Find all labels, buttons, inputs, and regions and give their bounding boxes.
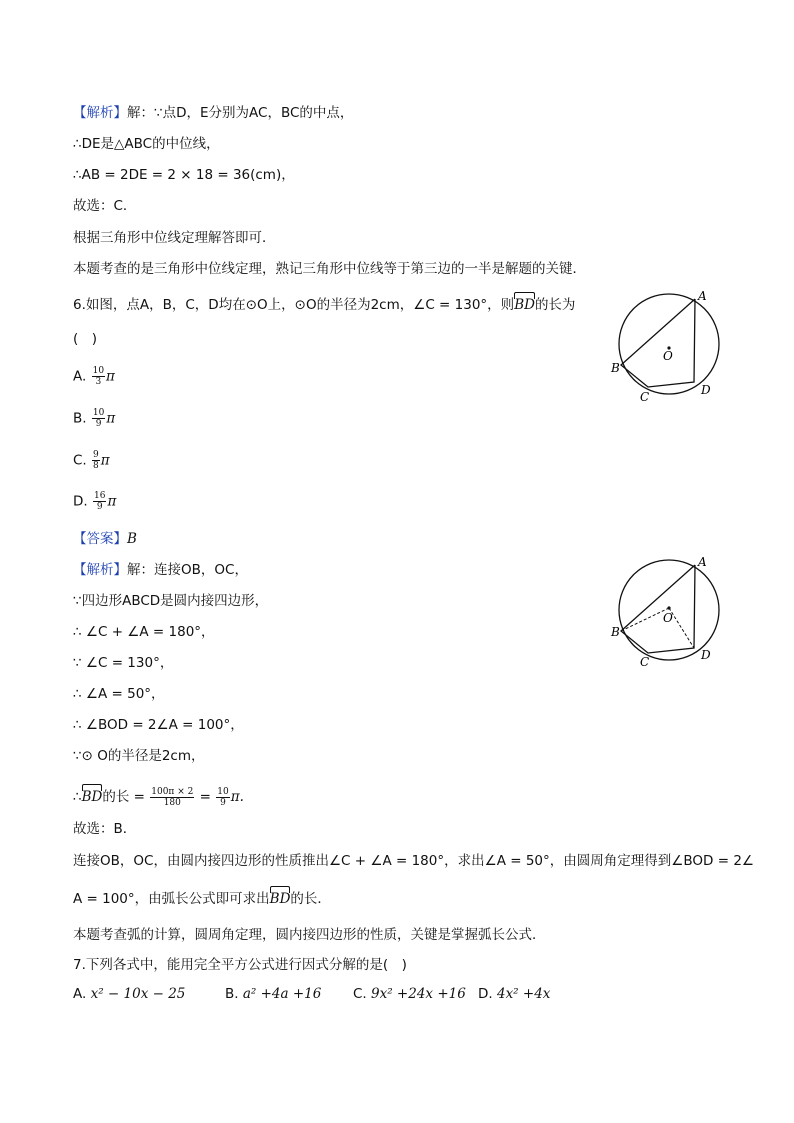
option-letter: B. <box>73 410 87 427</box>
circle-figure-solution <box>605 550 735 670</box>
prev-analysis-line-5: 根据三角形中位线定理解答即可． <box>73 230 276 246</box>
label-o: O <box>663 349 673 363</box>
label-o: O <box>663 611 673 625</box>
q6-analysis-line-3: ∴ ∠C + ∠A = 180°， <box>73 624 215 640</box>
label-a: A <box>698 555 707 569</box>
option-expression: x² − 10x − 25 <box>90 986 186 1002</box>
prev-analysis-line-3: ∴AB = 2DE = 2 × 18 = 36(cm)， <box>73 167 295 183</box>
option-fraction <box>93 491 106 512</box>
quadrilateral-abcd <box>621 565 695 653</box>
q6-stem-text: 6.如图，点A，B，C，D均在⊙O上，⊙O的半径为2cm，∠C = 130°，则 <box>73 297 515 313</box>
fraction-numerator: 10 <box>217 786 229 797</box>
fraction-denominator: 9 <box>220 797 226 808</box>
label-b: B <box>611 361 620 375</box>
fraction-numerator: 10 <box>92 366 105 376</box>
pi-symbol: π. <box>230 789 244 805</box>
label-d: D <box>701 383 711 397</box>
fraction-numerator: 10 <box>92 408 105 418</box>
fraction-denominator: 180 <box>163 797 181 808</box>
fraction-denominator: 8 <box>93 461 99 471</box>
analysis-tag: 【解析】 <box>73 562 127 578</box>
option-letter: A. <box>73 986 87 1002</box>
pi-symbol: π <box>106 410 116 427</box>
q6-analysis-line-4: ∵ ∠C = 130°， <box>73 655 174 671</box>
q7-option-c <box>353 986 466 1002</box>
label-c: C <box>640 655 650 669</box>
q6-analysis-line-1 <box>73 561 248 579</box>
option-fraction <box>92 450 100 471</box>
q6-stem-tail: 的长为 <box>534 297 576 313</box>
option-letter: D. <box>73 493 88 510</box>
arc-length-text: 的长 = <box>102 789 145 805</box>
prev-analysis-line-4: 故选：C． <box>73 198 137 214</box>
q6-analysis-line-8 <box>73 784 244 808</box>
answer-value: B <box>127 531 137 547</box>
q6-analysis-line-2: ∵四边形ABCD是圆内接四边形， <box>73 593 269 609</box>
fraction-denominator: 3 <box>95 377 102 387</box>
q6-option-c <box>73 450 110 471</box>
pi-symbol: π <box>107 493 117 510</box>
q6-stem <box>73 292 575 314</box>
analysis-text: 的长． <box>290 891 331 907</box>
q6-option-b <box>73 408 115 429</box>
q6-arc-label: BD <box>514 292 535 314</box>
label-a: A <box>698 289 707 303</box>
option-letter: D. <box>478 986 493 1002</box>
circle-figure-question <box>605 284 735 404</box>
circle-o <box>619 294 719 394</box>
arc-bd-label: BD <box>270 886 291 908</box>
q6-option-a <box>73 366 115 387</box>
q7-option-a <box>73 986 185 1002</box>
arc-bd-label: BD <box>82 784 103 806</box>
circle-o <box>619 560 719 660</box>
label-c: C <box>640 390 650 404</box>
q7-option-b <box>225 986 321 1002</box>
q6-analysis-line-5: ∴ ∠A = 50°， <box>73 686 165 702</box>
fraction-numerator: 16 <box>93 491 106 501</box>
option-letter: B. <box>225 986 239 1002</box>
q7-stem: 7.下列各式中，能用完全平方公式进行因式分解的是( ) <box>73 957 407 973</box>
fraction-denominator: 9 <box>96 502 103 512</box>
label-b: B <box>611 625 620 639</box>
q6-analysis-line-6: ∴ ∠BOD = 2∠A = 100°， <box>73 717 244 733</box>
answer-tag: 【答案】 <box>73 531 127 547</box>
fraction-numerator: 100π × 2 <box>151 786 194 797</box>
q6-analysis-line-12: 本题考查弧的计算，圆周角定理，圆内接四边形的性质，关键是掌握弧长公式． <box>73 927 546 943</box>
q6-paren: ( ) <box>73 331 98 347</box>
quadrilateral-abcd <box>621 299 695 387</box>
q6-analysis-line-9: 故选：B． <box>73 821 137 837</box>
pi-symbol: π <box>100 452 110 469</box>
prev-analysis-line-6: 本题考查的是三角形中位线定理，熟记三角形中位线等于第三边的一半是解题的关键． <box>73 261 586 277</box>
option-fraction <box>92 366 105 387</box>
option-expression: a² +4a +16 <box>242 986 322 1002</box>
q6-analysis-line-10: 连接OB，OC，由圆内接四边形的性质推出∠C + ∠A = 180°，求出∠A = 50°，由圆周角定理得到∠BOD = 2∠ <box>73 853 755 869</box>
option-expression: 9x² +24x +16 <box>371 986 466 1002</box>
q6-option-d <box>73 491 116 512</box>
prev-analysis-line-1 <box>73 104 353 122</box>
analysis-tag: 【解析】 <box>73 105 127 121</box>
center-point <box>667 606 670 609</box>
q6-analysis-line-7: ∵⊙ O的半径是2cm， <box>73 748 205 764</box>
analysis-text: 解：连接OB，OC， <box>127 562 248 578</box>
option-letter: A. <box>73 368 87 385</box>
analysis-text: A = 100°，由弧长公式即可求出 <box>73 891 270 907</box>
therefore-symbol: ∴ <box>73 789 82 805</box>
pi-symbol: π <box>106 368 115 385</box>
arc-length-fraction <box>150 787 194 808</box>
label-d: D <box>701 648 711 662</box>
prev-analysis-line-2: ∴DE是△ABC的中位线， <box>73 136 220 152</box>
option-letter: C. <box>353 986 367 1002</box>
q6-answer <box>73 530 137 548</box>
option-expression: 4x² +4x <box>496 986 551 1002</box>
option-letter: C. <box>73 452 87 469</box>
fraction-numerator: 9 <box>93 450 99 460</box>
result-fraction <box>216 787 229 808</box>
prev-analysis-text: 解：∵点D，E分别为AC，BC的中点， <box>127 105 354 121</box>
option-fraction <box>92 408 105 429</box>
q6-analysis-line-11 <box>73 886 331 908</box>
fraction-denominator: 9 <box>95 419 102 429</box>
equals-sign: = <box>199 789 211 805</box>
q7-option-d <box>478 986 550 1002</box>
segment-ob <box>621 608 669 631</box>
